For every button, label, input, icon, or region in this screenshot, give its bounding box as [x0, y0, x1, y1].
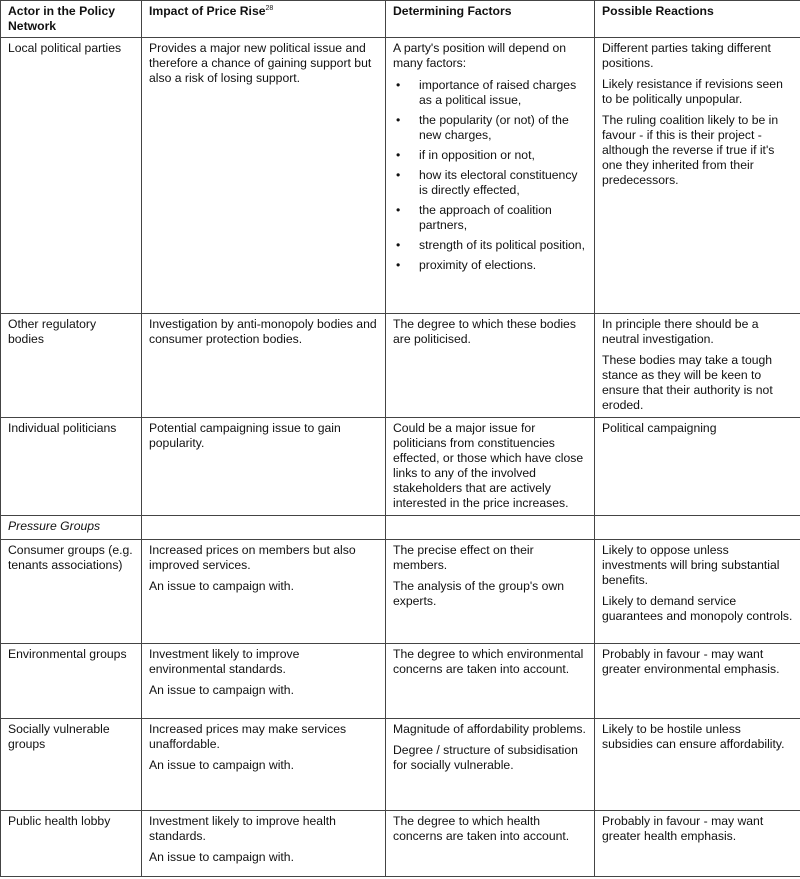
actor-cell: Public health lobby	[1, 811, 142, 877]
list-item: • strength of its political position,	[393, 238, 588, 253]
cell-paragraph: Likely to be hostile unless subsidies can ensure affordability.	[602, 722, 785, 751]
impact-cell	[142, 719, 386, 811]
cell-paragraph: The ruling coalition likely to be in favour - if this is their project - although the reverse if true if it's one they inherited from their predecessors.	[602, 113, 779, 187]
cell-paragraph: Magnitude of affordability problems.	[393, 722, 586, 736]
cell-paragraph: These bodies may take a tough stance as they will be keen to ensure that their authority is not eroded.	[602, 353, 773, 412]
cell-paragraph: Potential campaigning issue to gain popularity.	[149, 421, 341, 450]
cell-paragraph: Increased prices may make services unaffordable.	[149, 722, 347, 751]
cell-paragraph: Different parties taking different positions.	[602, 41, 771, 70]
reactions-cell	[595, 644, 800, 719]
cell-paragraph: Could be a major issue for politicians from constituencies effected, or those which have close links to any of the involved stakeholders that are actively interested in the price increases.	[393, 421, 584, 510]
cell-paragraph: An issue to campaign with.	[149, 850, 294, 864]
actor-cell: Individual politicians	[1, 418, 142, 516]
header-factors: Determining Factors	[386, 1, 595, 38]
header-actor: Actor in the Policy Network	[1, 1, 142, 38]
impact-cell	[142, 540, 386, 644]
cell-paragraph: Provides a major new political issue and therefore a chance of gaining support but also a risk of losing support.	[149, 41, 372, 85]
section-label: Pressure Groups	[1, 516, 142, 540]
impact-cell	[142, 314, 386, 418]
impact-cell	[142, 644, 386, 719]
list-item: • proximity of elections.	[393, 258, 588, 273]
cell-paragraph: Investigation by anti-monopoly bodies and consumer protection bodies.	[149, 317, 377, 346]
cell-paragraph: The precise effect on their members.	[393, 543, 534, 572]
factors-cell	[386, 644, 595, 719]
impact-cell	[142, 38, 386, 314]
reactions-cell	[595, 418, 800, 516]
cell-paragraph: The degree to which these bodies are politicised.	[393, 317, 576, 346]
actor-cell: Other regulatory bodies	[1, 314, 142, 418]
cell-paragraph: Probably in favour - may want greater health emphasis.	[602, 814, 764, 843]
factors-cell	[386, 540, 595, 644]
table-row	[1, 38, 800, 314]
list-item: • importance of raised charges as a political issue,	[393, 78, 588, 108]
empty-cell	[595, 516, 800, 540]
cell-paragraph: Investment likely to improve health standards.	[149, 814, 336, 843]
cell-paragraph: Investment likely to improve environmental standards.	[149, 647, 300, 676]
reactions-cell	[595, 719, 800, 811]
cell-paragraph: Probably in favour - may want greater environmental emphasis.	[602, 647, 780, 676]
factors-cell	[386, 314, 595, 418]
cell-paragraph: In principle there should be a neutral investigation.	[602, 317, 759, 346]
actor-cell: Socially vulnerable groups	[1, 719, 142, 811]
empty-cell	[142, 516, 386, 540]
list-item: • the approach of coalition partners,	[393, 203, 588, 233]
list-item: • the popularity (or not) of the new charges,	[393, 113, 588, 143]
cell-paragraph: Increased prices on members but also improved services.	[149, 543, 356, 572]
actor-cell: Local political parties	[1, 38, 142, 314]
cell-paragraph: The degree to which health concerns are taken into account.	[393, 814, 570, 843]
cell-paragraph: Degree / structure of subsidisation for socially vulnerable.	[393, 743, 578, 772]
table-row	[1, 540, 800, 644]
reactions-cell	[595, 540, 800, 644]
cell-paragraph: An issue to campaign with.	[149, 579, 294, 593]
cell-paragraph: A party's position will depend on many factors:	[393, 41, 567, 70]
section-row	[1, 516, 800, 540]
reactions-cell	[595, 314, 800, 418]
impact-cell	[142, 811, 386, 877]
cell-paragraph: An issue to campaign with.	[149, 683, 294, 697]
factors-cell	[386, 719, 595, 811]
actor-cell: Consumer groups (e.g. tenants associations)	[1, 540, 142, 644]
table-row	[1, 314, 800, 418]
impact-cell	[142, 418, 386, 516]
header-reactions: Possible Reactions	[595, 1, 800, 38]
list-item: • if in opposition or not,	[393, 148, 588, 163]
footnote-marker: 28	[265, 4, 274, 12]
reactions-cell	[595, 38, 800, 314]
reactions-cell	[595, 811, 800, 877]
table-row	[1, 644, 800, 719]
cell-paragraph: Likely to demand service guarantees and monopoly controls.	[602, 594, 793, 623]
factors-cell	[386, 811, 595, 877]
cell-paragraph: Likely to oppose unless investments will bring substantial benefits.	[602, 543, 780, 587]
factors-cell	[386, 38, 595, 314]
header-impact-label: Impact of Price Rise	[149, 4, 266, 18]
cell-paragraph: The degree to which environmental concerns are taken into account.	[393, 647, 584, 676]
header-impact	[142, 1, 386, 38]
cell-paragraph: The analysis of the group's own experts.	[393, 579, 565, 608]
actor-cell: Environmental groups	[1, 644, 142, 719]
cell-paragraph: Political campaigning	[602, 421, 717, 435]
table-row	[1, 418, 800, 516]
table-row	[1, 811, 800, 877]
list-item: • how its electoral constituency is directly effected,	[393, 168, 588, 198]
header-row	[1, 1, 800, 38]
cell-paragraph: Likely resistance if revisions seen to be politically unpopular.	[602, 77, 783, 106]
factors-cell	[386, 418, 595, 516]
cell-paragraph: An issue to campaign with.	[149, 758, 294, 772]
factors-list	[393, 78, 588, 273]
empty-cell	[386, 516, 595, 540]
table-row	[1, 719, 800, 811]
